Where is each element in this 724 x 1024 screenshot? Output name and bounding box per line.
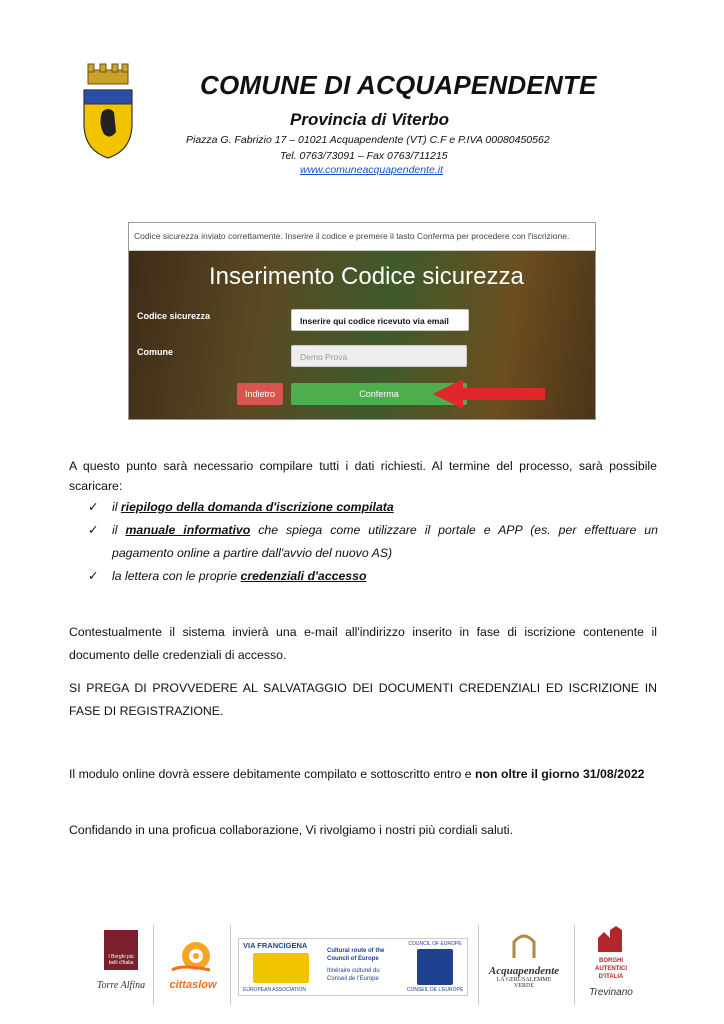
check-icon: ✓	[88, 523, 99, 537]
logo-caption: Trevinano	[589, 987, 633, 998]
email-paragraph: Contestualmente il sistema invierà una e-mail all'indirizzo inserito in fase di iscrizione contenente il documento delle credenziali di accesso.	[69, 625, 657, 662]
page-title: COMUNE DI ACQUAPENDENTE	[200, 70, 597, 100]
logo-caption: Torre Alfina	[96, 980, 146, 991]
list-item: ✓ la lettera con le proprie credenziali d'accesso	[88, 565, 658, 588]
security-code-input[interactable]: Inserire qui codice ricevuto via email	[291, 309, 469, 331]
snail-icon	[162, 934, 224, 974]
phone-line: Tel. 0763/73091 – Fax 0763/711215	[280, 150, 448, 162]
acquapendente-logo: Acquapendente LA GERUSALEMME VERDE	[486, 930, 562, 1000]
intro-paragraph: A questo punto sarà necessario compilare tutti i dati richiesti. Al termine del processo, sarà possibile scaricare:	[69, 459, 657, 493]
closing-paragraph: Confidando in una proficua collaborazione, Vi rivolgiamo i nostri più cordiali saluti.	[69, 823, 514, 837]
list-item: ✓ il manuale informativo che spiega come utilizzare il portale e APP (es. per effettuare un pagamento online a partire dall'avvio del nuovo AS)	[88, 519, 658, 565]
screenshot-info-bar: Codice sicurezza inviato correttamente. Inserire il codice e premere il tasto Conferma per procedere con l'iscrizione.	[129, 223, 595, 251]
back-button[interactable]: Indietro	[237, 383, 283, 405]
address-line: Piazza G. Fabrizio 17 – 01021 Acquapendente (VT) C.F e P.IVA 00080450562	[186, 134, 550, 146]
download-list	[88, 496, 658, 588]
website-link[interactable]: www.comuneacquapendente.it	[300, 164, 444, 176]
list-item: ✓ il riepilogo della domanda d'iscrizione compilata	[88, 496, 658, 519]
confirm-button[interactable]: Conferma	[291, 383, 467, 405]
screenshot-heading: Inserimento Codice sicurezza	[209, 263, 524, 290]
save-warning-paragraph: SI PREGA DI PROVVEDERE AL SALVATAGGIO DEI DOCUMENTI CREDENZIALI ED ISCRIZIONE IN FASE DI REGISTRAZIONE.	[69, 681, 657, 718]
borghi-belli-logo: I Borghi più belli d'Italia Torre Alfina	[94, 930, 148, 1002]
via-francigena-logo: VIA FRANCIGENA EUROPEAN ASSOCIATION Cultural route of the Council of Europe Itinéraire culturel du Conseil de l'Europe COUNCIL OF EUROPE CONSEIL DE L'EUROPE	[238, 938, 468, 996]
page-subtitle: Provincia di Viterbo	[290, 110, 450, 129]
comune-field: Demo Prova	[291, 345, 467, 367]
check-icon: ✓	[88, 500, 99, 514]
logo-caption: cittaslow	[169, 979, 217, 991]
comune-crest-logo	[80, 62, 136, 160]
check-icon: ✓	[88, 569, 99, 583]
arch-icon	[486, 930, 562, 960]
security-code-label: Codice sicurezza	[137, 311, 211, 321]
cittaslow-logo	[162, 934, 224, 998]
red-arrow-icon	[429, 377, 549, 411]
borghi-autentici-logo: BORGHI AUTENTICI D'ITALIA Trevinano	[584, 926, 638, 1000]
deadline-paragraph: Il modulo online dovrà essere debitamente compilato e sottoscritto entro e non oltre il giorno 31/08/2022	[69, 767, 645, 781]
village-icon	[584, 926, 638, 952]
registration-screenshot	[128, 222, 596, 420]
comune-label: Comune	[137, 347, 173, 357]
deadline-date: non oltre il giorno 31/08/2022	[475, 767, 645, 781]
